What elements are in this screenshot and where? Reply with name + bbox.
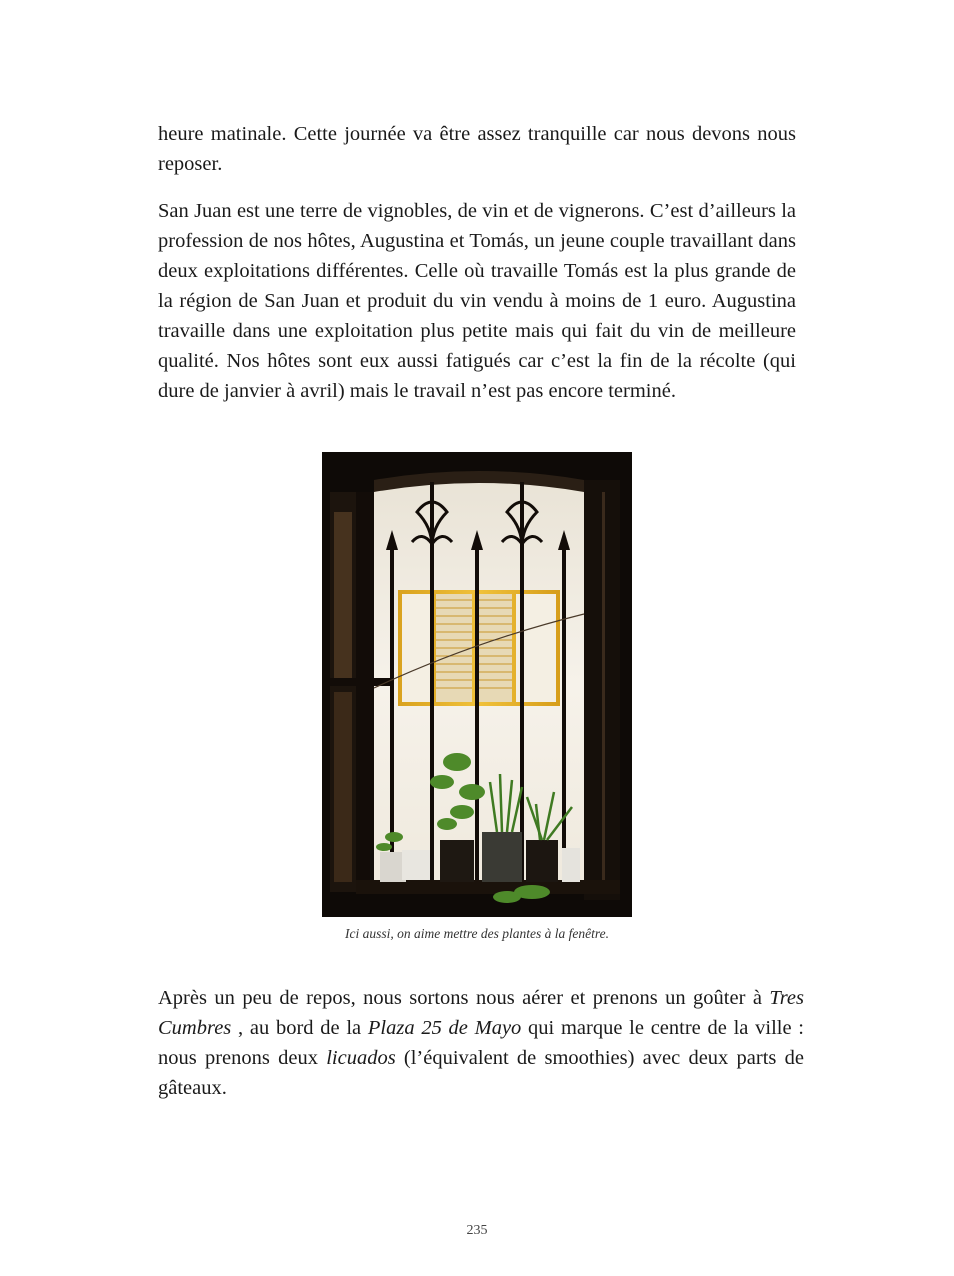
page-number: 235	[466, 1223, 488, 1238]
place-name-plaza: Plaza 25 de Mayo	[367, 1017, 522, 1039]
place-name-tres-cumbres: Tres Cumbres	[158, 987, 804, 1039]
paragraph-3	[158, 983, 804, 1103]
paragraph-3-text: (l’équivalent de smoothies) avec deux parts de gâteaux.	[158, 1047, 804, 1099]
paragraph-1: heure matinale. Cette journée va être assez tranquille car nous devons nous reposer.	[158, 123, 796, 175]
term-licuados: licuados	[326, 1047, 396, 1069]
paragraph-3-text: , au bord de la	[231, 1017, 368, 1039]
paragraph-3-text: Après un peu de repos, nous sortons nous aérer et prenons un goûter à	[158, 987, 770, 1009]
paragraph-2: San Juan est une terre de vignobles, de vin et de vignerons. C’est d’ailleurs la profession de nos hôtes, Augustina et Tomás, un jeune couple travaillant dans deux exploitations différentes. Celle où travaille Tomás est la plus grande de la région de San Juan et produit du vin vendu à moins de 1 euro. Augustina travaille dans une exploitation plus petite mais qui fait du vin de meilleure qualité. Nos hôtes sont eux aussi fatigués car c’est la fin de la récolte (qui dure de janvier à avril) mais le travail n’est pas encore terminé.	[158, 200, 796, 402]
window-plants-photo	[322, 452, 632, 917]
photo-caption: Ici aussi, on aime mettre des plantes à la fenêtre.	[344, 926, 610, 941]
paragraph-3-text: qui marque le centre de la ville : nous prenons deux	[158, 1017, 804, 1069]
